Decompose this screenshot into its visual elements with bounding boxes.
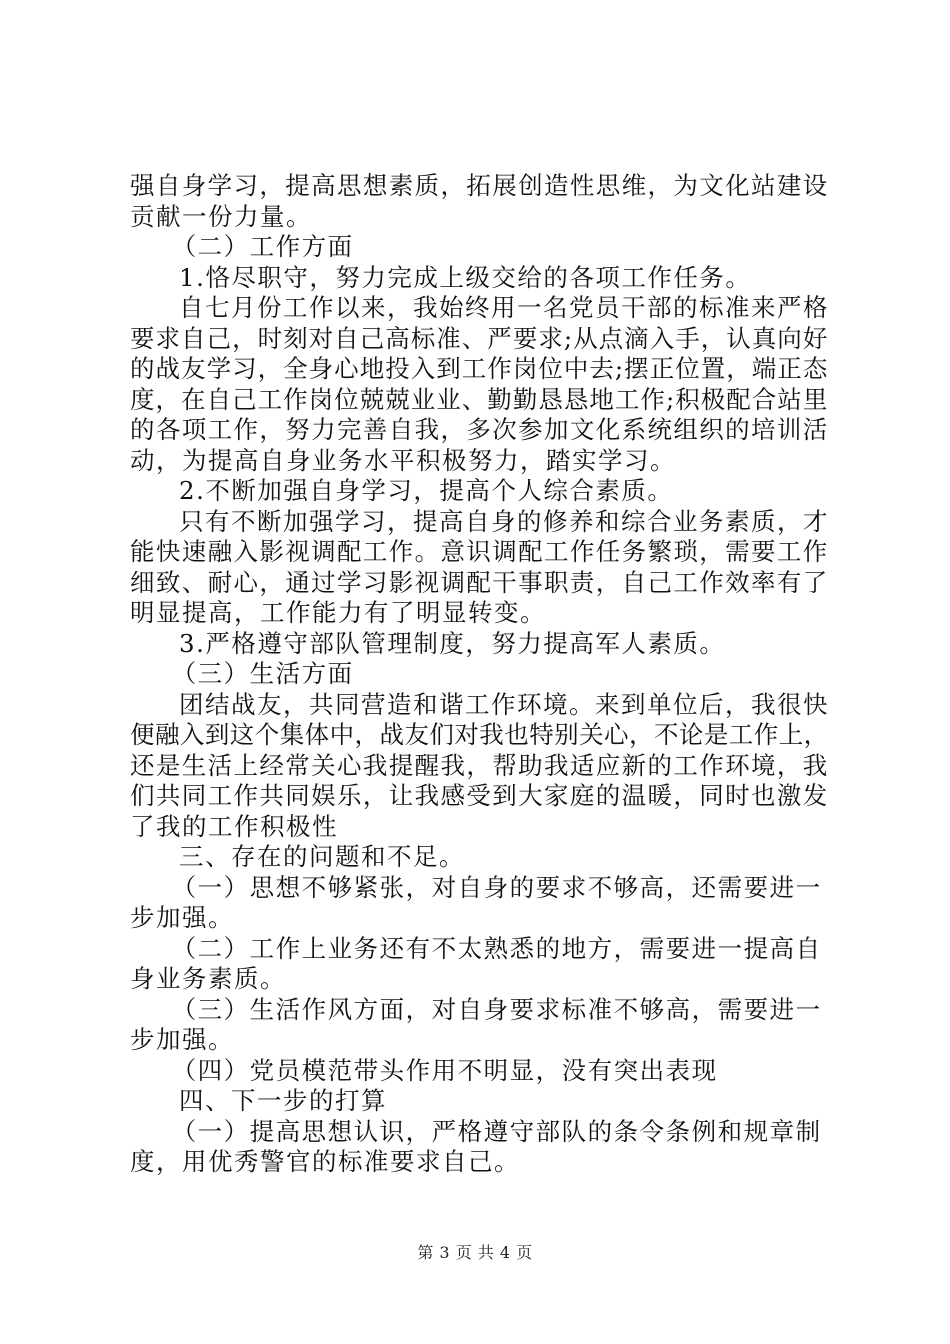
text-line: 们共同工作共同娱乐，让我感受到大家庭的温暖，同时也激发 — [130, 781, 829, 810]
text-line: 还是生活上经常关心我提醒我，帮助我适应新的工作环境，我 — [130, 750, 829, 780]
text-line: 团结战友，共同营造和谐工作环境。来到单位后，我很快 — [179, 689, 829, 719]
text-line: （四）党员模范带头作用不明显，没有突出表现 — [171, 1055, 718, 1085]
text-line: 明显提高，工作能力有了明显转变。 — [130, 598, 546, 627]
text-line: 细致、耐心，通过学习影视调配干事职责，自己工作效率有了 — [130, 567, 829, 597]
text-line: 便融入到这个集体中，战友们对我也特别关心，不论是工作上， — [130, 720, 829, 749]
text-line: 能快速融入影视调配工作。意识调配工作任务繁琐，需要工作 — [130, 537, 829, 566]
text-line: 2.不断加强自身学习，提高个人综合素质。 — [179, 476, 674, 505]
text-line: 动，为提高自身业务水平积极努力，踏实学习。 — [130, 445, 676, 475]
text-line: 强自身学习，提高思想素质，拓展创造性思维，为文化站建设 — [130, 171, 829, 200]
text-line: 三、存在的问题和不足。 — [179, 842, 465, 871]
document-body — [130, 171, 830, 1178]
text-line: 贡献一份力量。 — [130, 201, 312, 231]
text-line: 四、下一步的打算 — [179, 1086, 387, 1115]
text-line: 的各项工作，努力完善自我，多次参加文化系统组织的培训活 — [130, 415, 829, 444]
text-line: 步加强。 — [130, 1025, 234, 1054]
text-line: 只有不断加强学习，提高自身的修养和综合业务素质，才 — [179, 506, 829, 536]
text-line: （一）提高思想认识，严格遵守部队的条令条例和规章制 — [171, 1116, 822, 1146]
page-footer: 第 3 页 共 4 页 — [417, 1243, 533, 1262]
text-line: 了我的工作积极性 — [130, 811, 338, 841]
text-line: 身业务素质。 — [130, 964, 286, 993]
text-line: 自七月份工作以来，我始终用一名党员干部的标准来严格 — [179, 293, 829, 322]
text-line: 度，用优秀警官的标准要求自己。 — [130, 1147, 520, 1176]
text-line: （一）思想不够紧张，对自身的要求不够高，还需要进一 — [171, 872, 822, 902]
text-line: （二）工作上业务还有不太熟悉的地方，需要进一提高自 — [171, 933, 822, 963]
text-line: （二）工作方面 — [171, 232, 354, 261]
text-line: 要求自己，时刻对自己高标准、严要求;从点滴入手，认真向好 — [130, 323, 829, 353]
text-line: （三）生活方面 — [171, 659, 354, 688]
text-line: （三）生活作风方面，对自身要求标准不够高，需要进一 — [171, 994, 822, 1024]
text-line: 3.严格遵守部队管理制度，努力提高军人素质。 — [179, 628, 726, 658]
text-line: 度，在自己工作岗位兢兢业业、勤勤恳恳地工作;积极配合站里 — [130, 384, 829, 414]
text-line: 1.恪尽职守，努力完成上级交给的各项工作任务。 — [179, 262, 752, 292]
text-line: 的战友学习，全身心地投入到工作岗位中去;摆正位置，端正态 — [130, 354, 829, 383]
text-line: 步加强。 — [130, 903, 234, 932]
